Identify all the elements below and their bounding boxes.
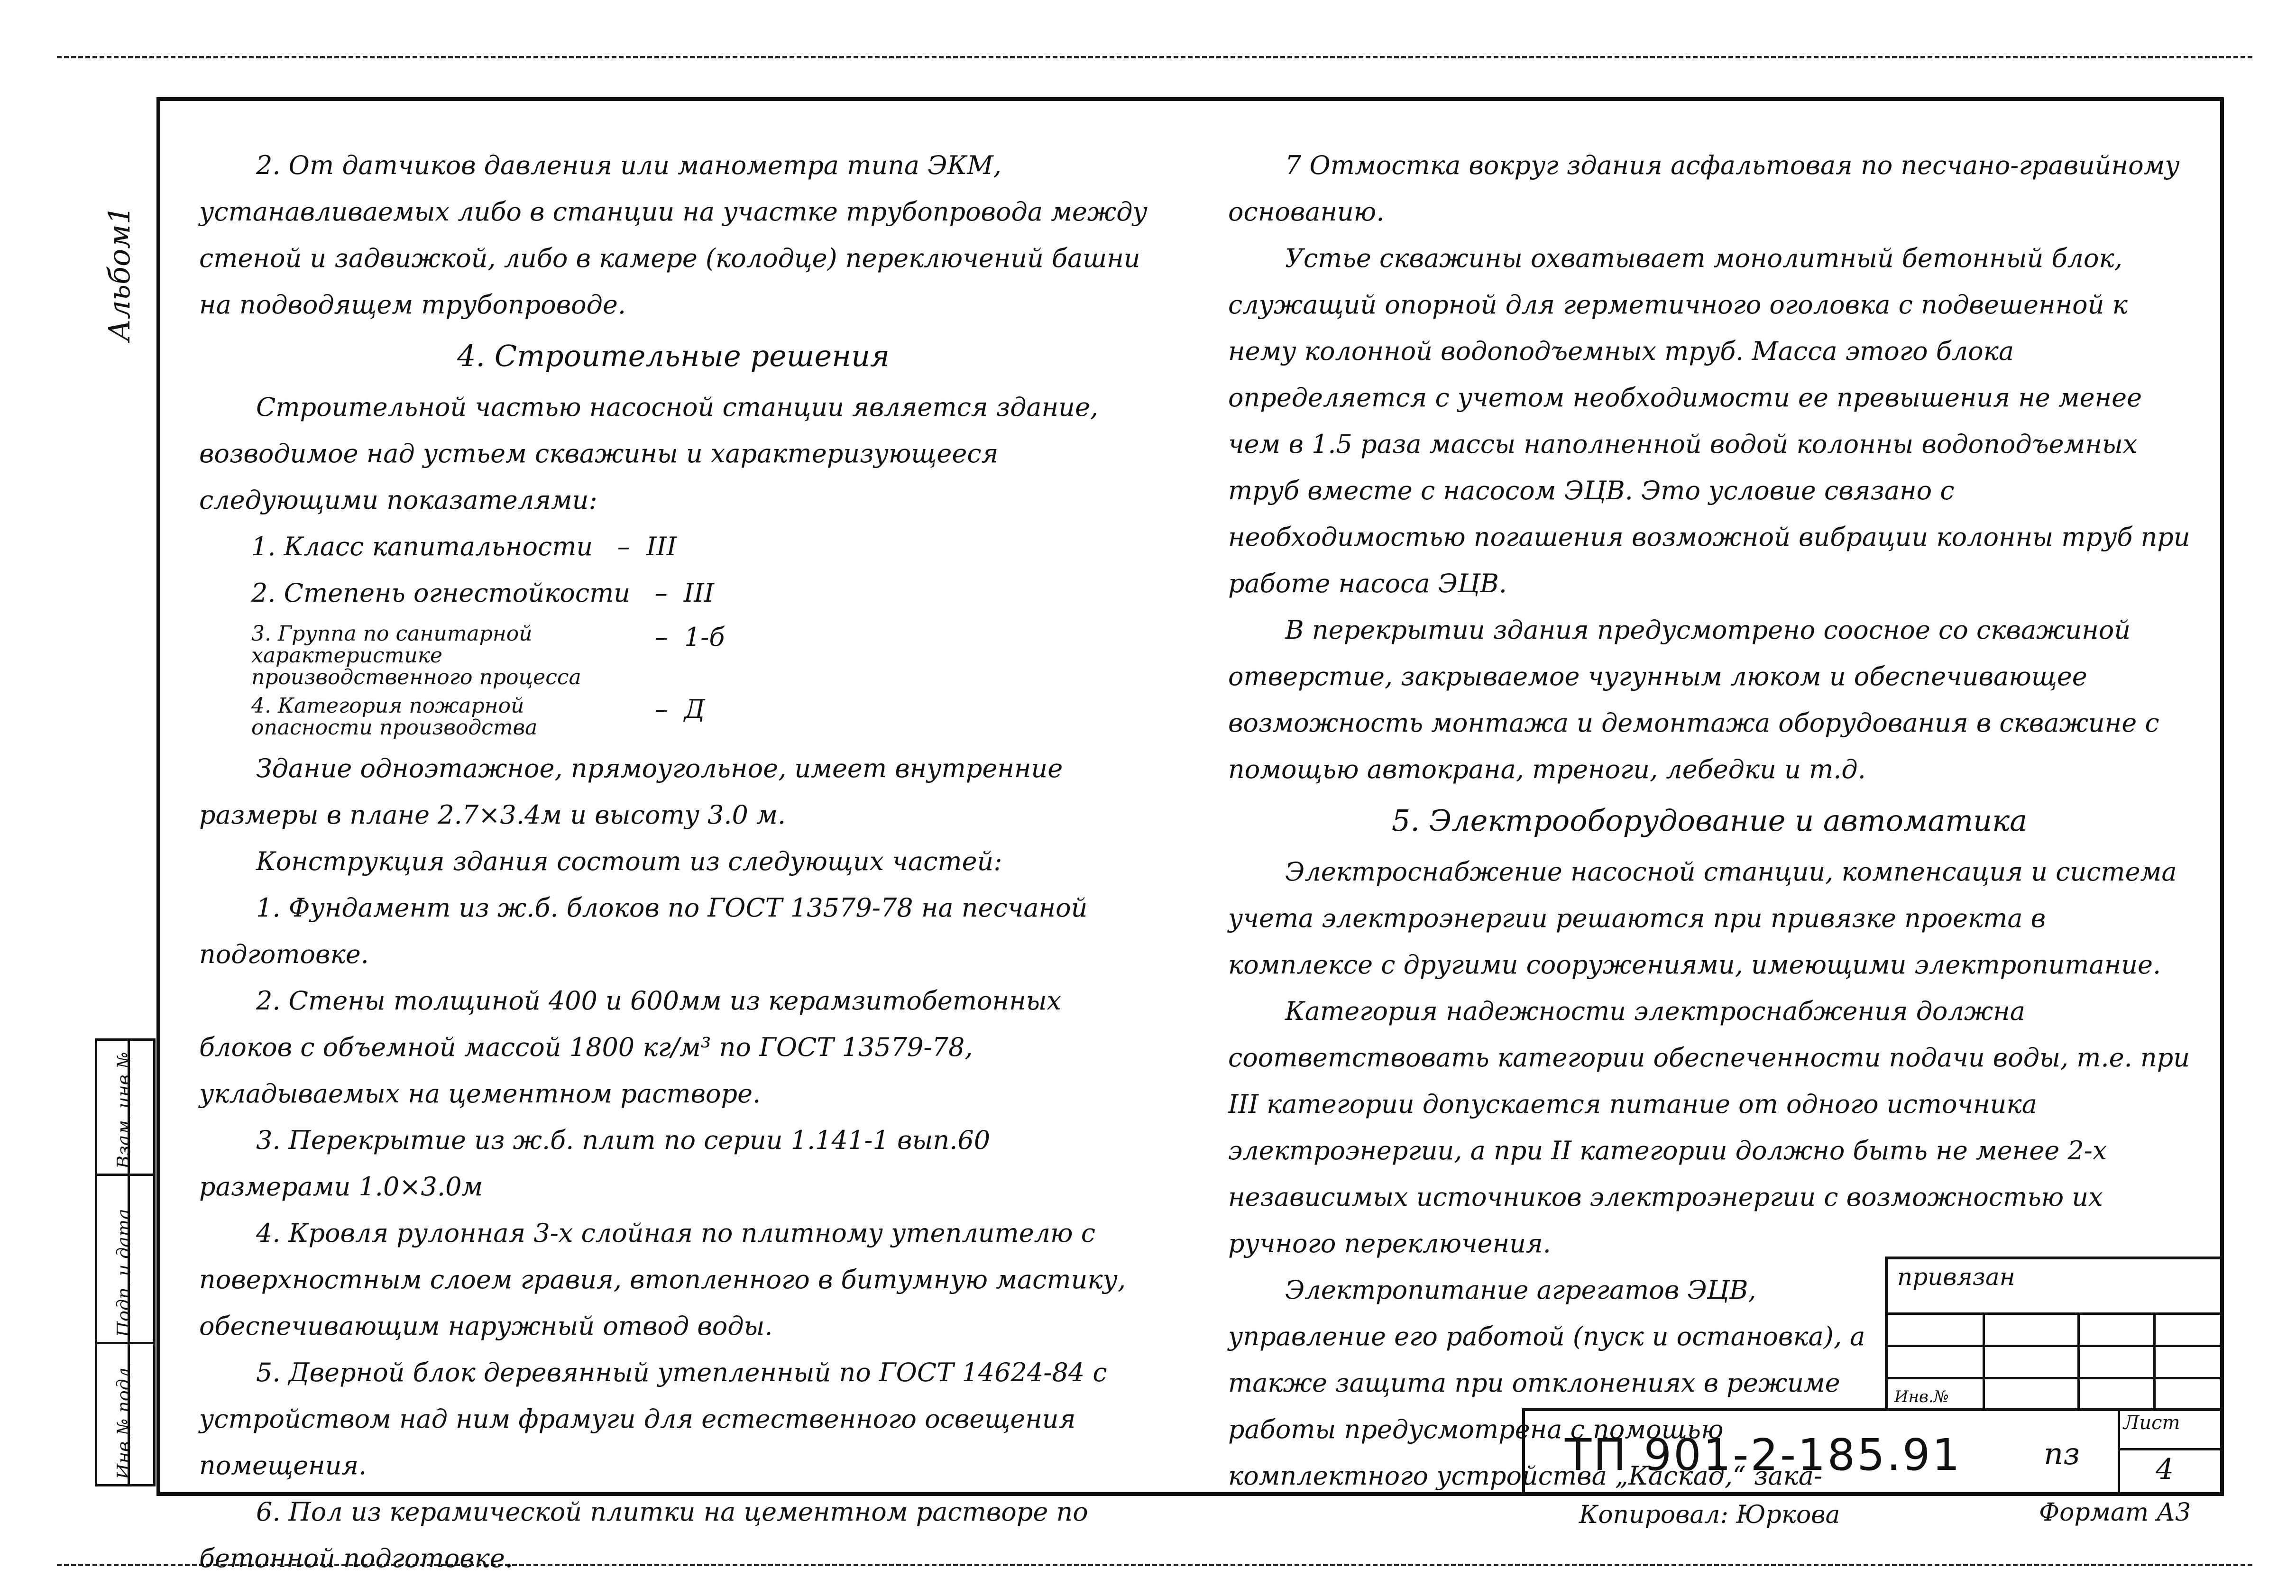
left-column [199, 142, 1148, 1582]
inv-label: Инв.№ [1894, 1387, 1949, 1406]
table-line [2118, 1448, 2224, 1450]
binding-table [1885, 1257, 2224, 1408]
list-item: 1. Класс капитальности – III [251, 532, 677, 561]
binding-label: привязан [1897, 1263, 2015, 1291]
sheet-number: 4 [2156, 1453, 2174, 1486]
indicator-label: 3. Группа по санитарной характеристике производственного процесса [251, 622, 581, 689]
list-item: 2. Степень огнестойкости – III [251, 578, 714, 608]
paragraph: 2. От датчиков давления или манометра типа ЭКМ, устанавливаемых либо в станции на участке трубопровода между стеной и задвижкой, либо в камере (колодце) переключений башни на подводящем трубопроводе. [199, 150, 1148, 320]
indicator-label: 1. Класс капитальности [251, 532, 593, 561]
side-stamp-label: Взам. инв.№ [113, 1052, 134, 1169]
table-line [2077, 1312, 2080, 1408]
paragraph: Строительной частью насосной станции является здание, возводимое над устьем скважины и характеризующееся следующими показателями: [199, 392, 1099, 515]
document-type: пз [2044, 1437, 2080, 1472]
side-stamp-cell [97, 1176, 153, 1344]
paragraph: 1. Фундамент из ж.б. блоков по ГОСТ 13579-78 на песчаной подготовке. [199, 893, 1088, 969]
table-line [1983, 1312, 1985, 1408]
indicator-value: III [683, 578, 714, 608]
paragraph: 2. Стены толщиной 400 и 600мм из керамзитобетонных блоков с объемной массой 1800 кг/м³ по ГОСТ 13579-78, укладываемых на цементном растворе. [199, 986, 1062, 1109]
table-line [1888, 1345, 2224, 1347]
list-item: 4. Категория пожарной опасности производства – Д [251, 694, 705, 740]
table-line [2153, 1312, 2156, 1408]
sheet-format: Формат А3 [2039, 1498, 2191, 1527]
indicator-list [199, 523, 1148, 739]
paragraph: 4. Кровля рулонная 3-х слойная по плитному утеплителю с поверхностным слоем гравия, втопленного в битумную мастику, обеспечивающим наружный отвод воды. [199, 1218, 1126, 1341]
side-stamp [95, 1038, 156, 1486]
table-line [2118, 1411, 2120, 1496]
table-line [1888, 1377, 2224, 1379]
paragraph: Устье скважины охватывает монолитный бетонный блок, служащий опорной для герметичного оголовка с подвешенной к нему колонной водоподъемных труб. Масса этого блока определяется с учетом необходимости ее превышения не менее чем в 1.5 раза массы наполненной водой колонны водоподъемных труб вместе с насосом ЭЦВ. Это условие связано с необходимостью погашения возможной вибрации колонны труб при работе насоса ЭЦВ. [1228, 243, 2190, 598]
cut-line-top [57, 56, 2252, 58]
paragraph: 5. Дверной блок деревянный утепленный по ГОСТ 14624-84 с устройством над ним фрамуги для естественного освещения помещения. [199, 1358, 1107, 1480]
paragraph: 3. Перекрытие из ж.б. плит по серии 1.141-1 вып.60 размерами 1.0×3.0м [199, 1125, 991, 1202]
paragraph: Электропитание агрегатов ЭЦВ, управление его работой (пуск и остановка), а также защита при отклонениях в режиме работы предусмотрена с помощью комплектного устройства „Каскад,“ зака- [1228, 1275, 1865, 1491]
copied-by: Копировал: Юркова [1579, 1501, 1840, 1529]
sheet-label: Лист [2123, 1412, 2180, 1434]
paragraph: 6. Пол из керамической плитки на цементном растворе по бетонной подготовке. [199, 1497, 1088, 1573]
paragraph: Электроснабжение насосной станции, компенсация и система учета электроэнергии решаются при привязке проекта в комплексе с другими сооружениями, имеющими электропитание. [1228, 857, 2177, 980]
paragraph: Конструкция здания состоит из следующих частей: [256, 846, 1002, 876]
paragraph: Категория надежности электроснабжения должна соответствовать категории обеспеченности подачи воды, т.е. при III категории допускается питание от одного источника электроэнергии, а при II категории должно быть не менее 2-х независимых источников электроэнергии с возможностью их ручного переключения. [1228, 996, 2190, 1258]
side-stamp-cell [97, 1344, 153, 1484]
side-stamp-label: Подп. и дата [113, 1209, 134, 1337]
indicator-value: III [646, 532, 677, 561]
list-item: 3. Группа по санитарной характеристике производственного процесса – 1-б [251, 622, 725, 689]
side-stamp-cell [97, 1041, 153, 1176]
indicator-label: 4. Категория пожарной опасности производства [251, 694, 538, 740]
indicator-value: Д [684, 694, 705, 724]
side-stamp-label: Инв.№ подл. [113, 1361, 134, 1479]
table-line [1888, 1312, 2224, 1315]
section-heading: 4. Строительные решения [457, 339, 890, 373]
document-code: ТП 901-2-185.91 [1565, 1430, 1962, 1480]
section-heading: 5. Электрооборудование и автоматика [1391, 803, 2028, 838]
paragraph: Здание одноэтажное, прямоугольное, имеет внутренние размеры в плане 2.7×3.4м и высоту 3.0 м. [199, 753, 1063, 830]
indicator-value: 1-б [684, 622, 725, 652]
album-label: Альбом1 [102, 205, 137, 341]
paragraph: В перекрытии здания предусмотрено соосное со скважиной отверстие, закрываемое чугунным люком и обеспечивающее возможность монтажа и демонтажа оборудования в скважине с помощью автокрана, треноги, лебедки и т.д. [1228, 615, 2159, 784]
paragraph: 7 Отмостка вокруг здания асфальтовая по песчано-гравийному основанию. [1228, 150, 2180, 227]
indicator-label: 2. Степень огнестойкости [251, 578, 631, 608]
